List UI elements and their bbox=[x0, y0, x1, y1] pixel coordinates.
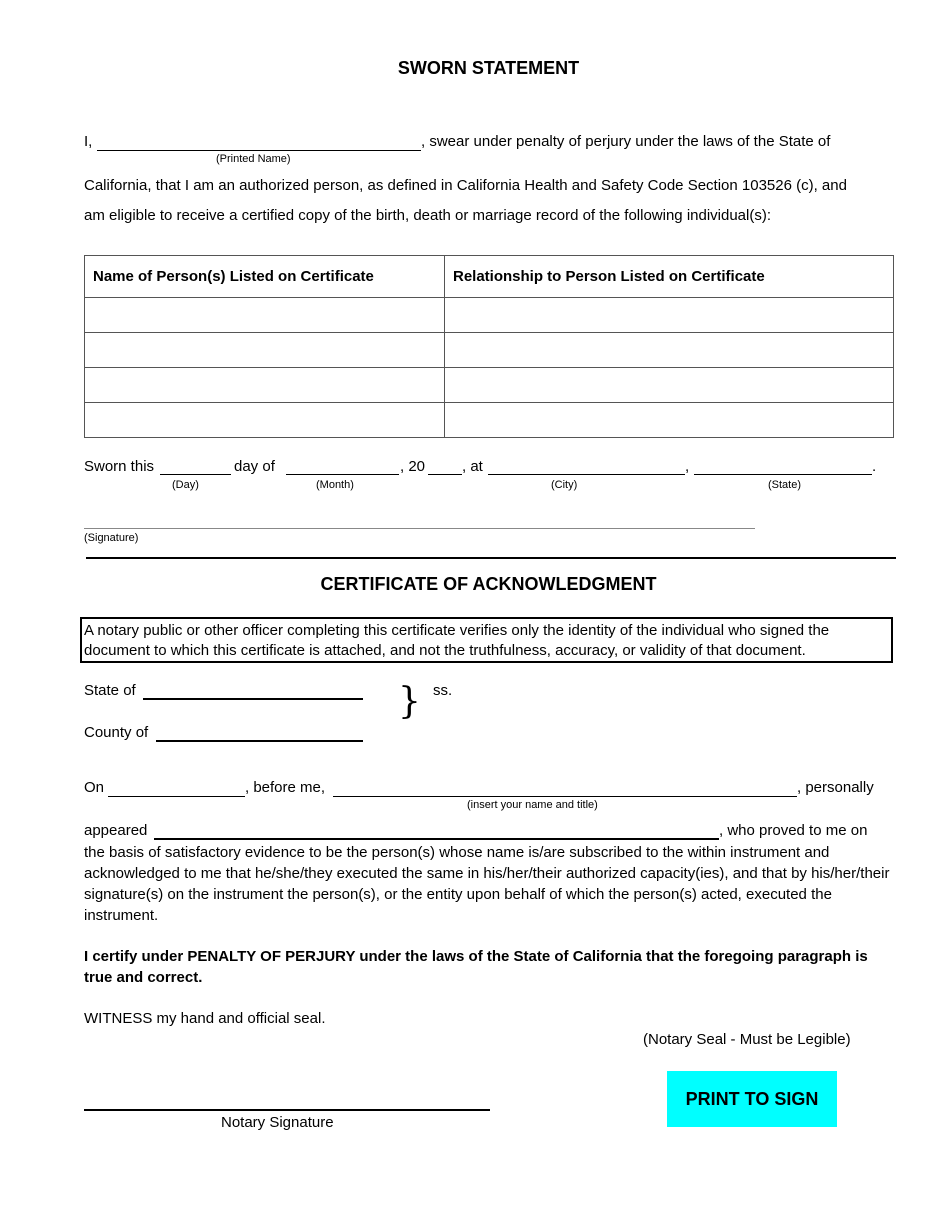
notary-signature-field[interactable] bbox=[84, 1109, 490, 1111]
table-cell-name[interactable] bbox=[85, 298, 445, 333]
appeared-name-field[interactable] bbox=[154, 838, 719, 840]
sworn-line-2: California, that I am an authorized person, as defined in California Health and Safety Code Section 103526 (c), and bbox=[84, 177, 847, 194]
city-field[interactable] bbox=[488, 474, 685, 475]
table-cell-name[interactable] bbox=[85, 368, 445, 403]
at-label: , at bbox=[462, 458, 483, 475]
notary-seal-label: (Notary Seal - Must be Legible) bbox=[643, 1031, 851, 1048]
table-cell-relationship[interactable] bbox=[445, 368, 894, 403]
table-header-name: Name of Person(s) Listed on Certificate bbox=[85, 256, 445, 298]
section-divider bbox=[86, 557, 896, 559]
witness-statement: WITNESS my hand and official seal. bbox=[84, 1010, 326, 1027]
acknowledgment-title: CERTIFICATE OF ACKNOWLEDGMENT bbox=[320, 574, 657, 594]
ack-date-field[interactable] bbox=[108, 796, 245, 797]
day-field[interactable] bbox=[160, 474, 231, 475]
day-label: (Day) bbox=[172, 479, 199, 491]
day-of-label: day of bbox=[234, 458, 275, 475]
table-header-row bbox=[85, 256, 894, 298]
page-title: SWORN STATEMENT bbox=[397, 58, 580, 78]
table-header-relationship: Relationship to Person Listed on Certificate bbox=[445, 256, 894, 298]
sworn-this-label: Sworn this bbox=[84, 458, 155, 475]
printed-name-label: (Printed Name) bbox=[216, 153, 291, 165]
year-field[interactable] bbox=[428, 474, 462, 475]
table-row bbox=[85, 403, 894, 438]
print-to-sign-button[interactable]: PRINT TO SIGN bbox=[667, 1071, 837, 1127]
state-field[interactable] bbox=[694, 474, 872, 475]
table-row bbox=[85, 368, 894, 403]
state-label: (State) bbox=[768, 479, 802, 491]
notary-signature-label: Notary Signature bbox=[221, 1114, 334, 1131]
swear-text: , swear under penalty of perjury under the laws of the State of bbox=[421, 133, 831, 150]
printed-name-field[interactable] bbox=[97, 150, 421, 151]
sworn-line-period: . bbox=[872, 458, 877, 475]
month-field[interactable] bbox=[286, 474, 399, 475]
table-cell-name[interactable] bbox=[85, 403, 445, 438]
personally-label: , personally bbox=[797, 779, 874, 796]
venue-county-field[interactable] bbox=[156, 740, 363, 742]
perjury-certification: I certify under PENALTY OF PERJURY under the laws of the State of California that the foregoing paragraph is true and correct. bbox=[84, 948, 868, 986]
notary-notice-box: A notary public or other officer completing this certificate verifies only the identity of the individual who signed the document to which this certificate is attached, and not the truthfulness, accuracy, or validity of that document. bbox=[80, 617, 893, 663]
table-cell-name[interactable] bbox=[85, 333, 445, 368]
state-of-label: State of bbox=[84, 682, 136, 699]
city-state-comma: , bbox=[685, 458, 690, 475]
table-row bbox=[85, 298, 894, 333]
appeared-label: appeared bbox=[84, 822, 148, 839]
i-prefix: I, bbox=[84, 133, 93, 150]
ss-label: ss. bbox=[433, 682, 453, 699]
city-label: (City) bbox=[551, 479, 578, 491]
year-prefix-label: , 20 bbox=[400, 458, 426, 475]
table-cell-relationship[interactable] bbox=[445, 333, 894, 368]
before-me-label: , before me, bbox=[245, 779, 326, 796]
insert-name-title-label: (insert your name and title) bbox=[467, 799, 598, 811]
signature-field[interactable] bbox=[84, 528, 755, 529]
certificate-persons-table bbox=[84, 255, 894, 438]
venue-brace: } bbox=[398, 681, 421, 722]
acknowledgment-body: the basis of satisfactory evidence to be the person(s) whose name is/are subscribed to the within instrument and acknowledged to me that he/she/they executed the same in his/her/their authorized capacity(ies), and that by his/her/their signature(s) on the instrument the person(s), or the entity upon behalf of which the person(s) acted, executed the instrument. bbox=[84, 844, 890, 924]
county-of-label: County of bbox=[84, 724, 149, 741]
on-label: On bbox=[84, 779, 105, 796]
sworn-line-3: am eligible to receive a certified copy of the birth, death or marriage record of the following individual(s): bbox=[84, 207, 772, 224]
notary-name-title-field[interactable] bbox=[333, 796, 797, 797]
table-cell-relationship[interactable] bbox=[445, 403, 894, 438]
month-label: (Month) bbox=[316, 479, 354, 491]
table-row bbox=[85, 333, 894, 368]
who-proved-label: , who proved to me on bbox=[719, 822, 868, 839]
venue-state-field[interactable] bbox=[143, 698, 363, 700]
signature-label: (Signature) bbox=[84, 532, 139, 544]
table-cell-relationship[interactable] bbox=[445, 298, 894, 333]
